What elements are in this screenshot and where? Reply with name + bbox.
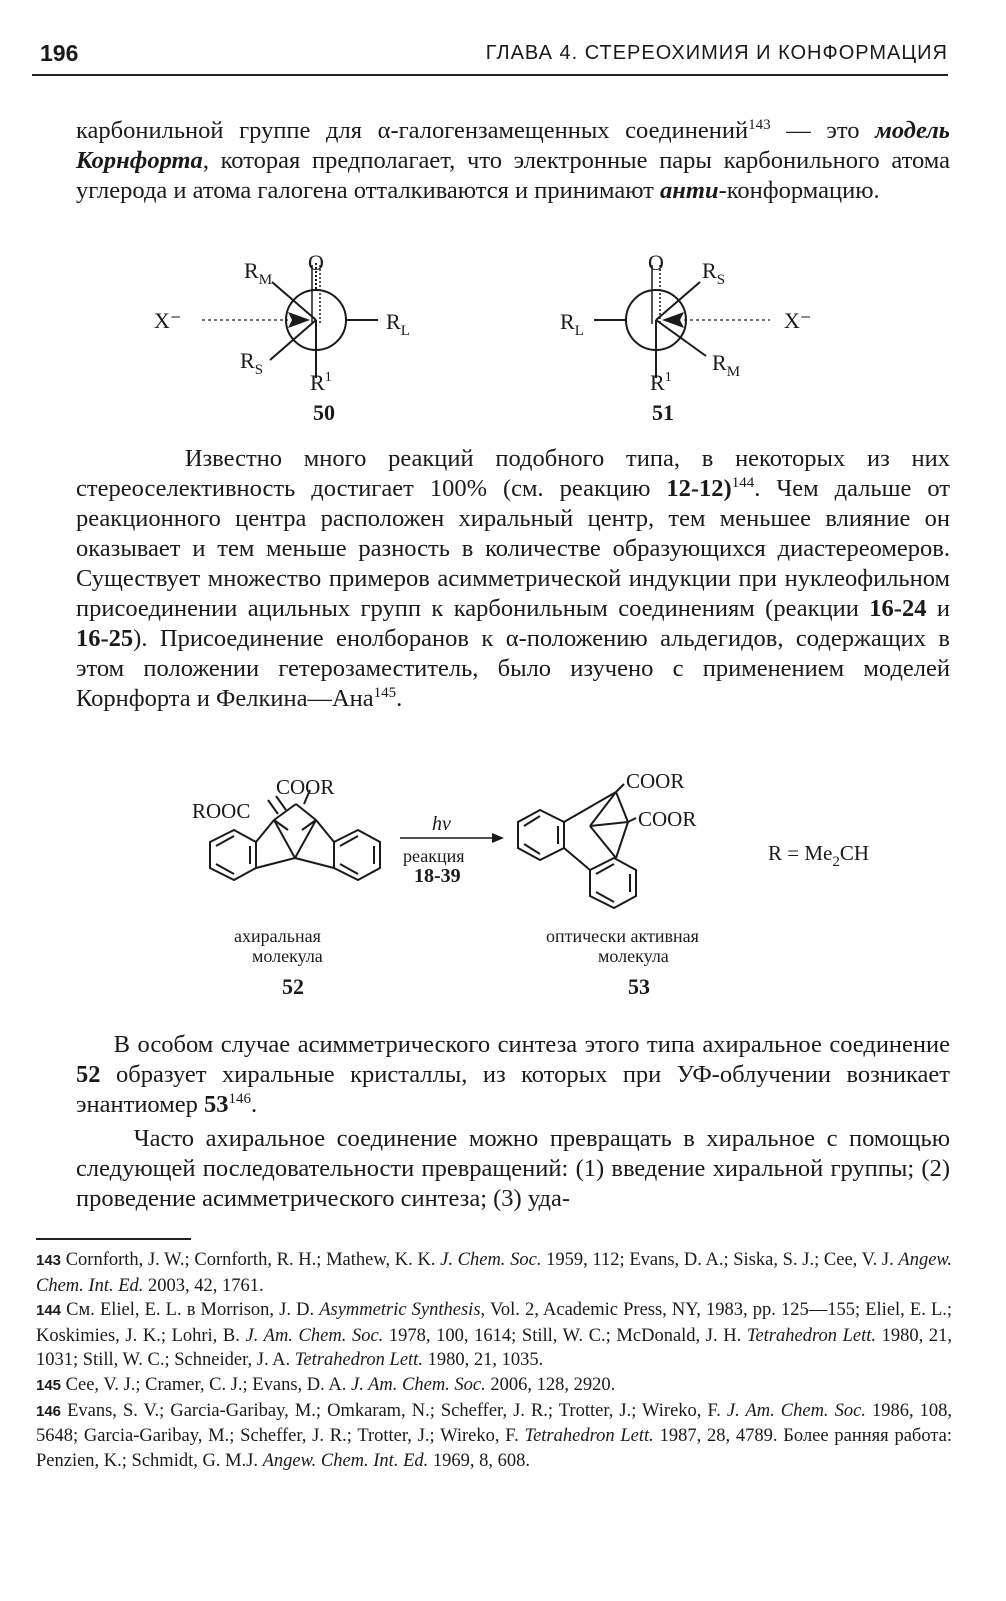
citation-text: Cornforth, J. W.; Cornforth, R. H.; Mathew, K. K. (65, 1250, 441, 1270)
reaction-ref-12-12[interactable]: 12-12) (666, 475, 732, 502)
footnote-number: 144 (36, 1302, 62, 1320)
citation-text: См. Eliel, E. L. в Morrison, J. D. (66, 1300, 320, 1321)
compound-ref-53: 53 (203, 1091, 229, 1118)
rm-label-50: R (244, 258, 259, 283)
photoreaction-scheme (170, 770, 910, 1010)
optically-active-caption-line1: оптически активная (546, 926, 699, 946)
achiral-caption-line1: ахиральная (234, 926, 321, 946)
compound-number-53: 53 (628, 974, 650, 999)
footnote-ref-145[interactable]: 145 (373, 684, 397, 701)
compound-number-51: 51 (652, 400, 674, 425)
rm-label-51: R (712, 350, 727, 375)
citation-text: 1980, 21, 1035. (422, 1350, 544, 1371)
journal-title: Angew. Chem. Int. Ed. (262, 1450, 429, 1471)
svg-text:RS: $R_S$ (240, 348, 264, 378)
footnote-rule (36, 1238, 191, 1240)
x-minus-label-51: X⁻ (784, 308, 812, 333)
journal-title: J. Am. Chem. Soc. (350, 1374, 486, 1395)
footnote-ref-146[interactable]: 146 (228, 1090, 251, 1107)
footnote-number: 146 (36, 1402, 62, 1420)
newman-projections-figure (140, 248, 860, 428)
journal-title: Tetrahedron Lett. (524, 1426, 654, 1447)
r-definition: $R = Me_2CH$ (768, 841, 870, 870)
rl-label-51: R (560, 309, 575, 334)
cooR-top-left: COOR (276, 775, 335, 799)
citation-text: Evans, S. V.; Garcia-Garibay, M.; Omkaram, N.; Scheffer, J. R.; Trotter, J.; Wireko, F. (67, 1400, 727, 1421)
header-rule (32, 74, 948, 76)
cooR-top-right: COOR (626, 770, 685, 793)
footnote-144 (36, 1298, 952, 1373)
paragraph-achiral-to-chiral: Часто ахиральное соединение можно превращать в хиральное с помощью следующей последовательности превращений: (1) введение хиральной группы; (2) проведение асимметрического синтеза; (3) уда- (76, 1125, 950, 1212)
optically-active-caption-line2: молекула (598, 946, 669, 966)
oxygen-label-51: O (648, 250, 664, 275)
rs-label-50: R (240, 348, 255, 373)
footnote-number: 143 (36, 1252, 62, 1269)
journal-title: J. Am. Chem. Soc. (245, 1325, 384, 1346)
reaction-number-18-39: 18-39 (414, 865, 461, 887)
cornforth-model-term: модель Корнфорта (76, 117, 950, 174)
newman-projection-51 (560, 250, 812, 425)
reaction-ref-16-25[interactable]: 16-25 (76, 625, 134, 652)
rooc-left: ROOC (192, 799, 251, 823)
compound-number-50: 50 (313, 400, 335, 425)
reaction-ref-16-24[interactable]: 16-24 (869, 595, 927, 622)
paragraph-chiral-crystals: В особом случае асимметрического синтеза этого типа ахиральное соединение 52 образует хиральные кристаллы, из которых при УФ-облучении возникает энантиомер $53^{146}$. (76, 1031, 951, 1118)
footnote-number: 145 (36, 1376, 62, 1394)
citation-text: 2003, 42, 1761. (143, 1275, 264, 1296)
rs-label-51: R (702, 258, 717, 283)
cooR-mid-right: COOR (638, 807, 697, 831)
footnotes-block (36, 1248, 952, 1473)
citation-text: 1987, 28, 4789. Более ранняя работа: Penzien, K.; Schmidt, G. M.J. (36, 1426, 952, 1471)
citation-text: , Vol. 2, Academic Press, NY, 1983, pp. 125—155; Eliel, E. L.; Koskimies, J. K.; Lohri, B. (36, 1300, 953, 1346)
journal-title: Tetrahedron Lett. (294, 1350, 423, 1371)
reaction-word: реакция (403, 846, 465, 866)
citation-text: 1986, 108, 5648; Garcia-Garibay, M.; Scheffer, J. R.; Trotter, J.; Wireko, F. (36, 1400, 953, 1447)
paragraph-stereoselectivity: Известно много реакций подобного типа, в некоторых из них стереоселективность достигает 100% (см. реакцию 12-12)$^{144}$. Чем дальше от реакционного центра расположен хиральный центр, тем меньшее влияние он оказывает и тем меньше разность в количестве образующихся диастереомеров. Существует множество примеров асимметрической индукции при нуклеофильном присоединении ацильных групп к карбонильным соединениям (реакции 16-24 и 16-25). Присоединение енолборанов к α-положению альдегидов, содержащих в этом положении гетерозаместитель, было изучено с применением моделей Корнфорта и Фелкина—Ана$^{145}$. (76, 445, 951, 712)
citation-text: 1959, 112; Evans, D. A.; Siska, S. J.; Cee, V. J. (541, 1250, 899, 1270)
r1-label-51: R (650, 370, 665, 395)
journal-title: Tetrahedron Lett. (746, 1325, 877, 1346)
journal-title: J. Chem. Soc. (440, 1250, 542, 1270)
page-number: 196 (40, 40, 79, 66)
citation-text: 1969, 8, 608. (428, 1450, 530, 1471)
svg-text:RL: $R_L$ (560, 309, 584, 339)
citation-text: 1980, 21, 1031; Still, W. C.; Schneider, J. A. (36, 1325, 953, 1371)
anti-term: анти (660, 177, 719, 204)
rl-label-50: R (386, 309, 401, 334)
svg-text:R1: $R^1$ (310, 370, 332, 395)
footnote-146 (36, 1399, 952, 1474)
footnote-ref-144[interactable]: 144 (731, 474, 755, 491)
footnote-143 (36, 1248, 952, 1298)
x-minus-label-50: X⁻ (154, 308, 182, 333)
r1-label-50: R (310, 370, 325, 395)
svg-text:RS: $R_S$ (702, 258, 726, 288)
citation-text: 2006, 128, 2920. (485, 1374, 616, 1395)
newman-projection-50 (154, 250, 410, 425)
svg-text:RM: $R_M$ (244, 258, 273, 288)
oxygen-label-50: O (308, 250, 324, 275)
citation-text: Cee, V. J.; Cramer, C. J.; Evans, D. A. (65, 1374, 351, 1395)
svg-text:RM: $R_M$ (712, 350, 741, 380)
svg-text:RL: $R_L$ (386, 309, 410, 339)
achiral-caption-line2: молекула (252, 946, 323, 966)
footnote-145 (36, 1373, 952, 1399)
citation-text: 1978, 100, 1614; Still, W. C.; McDonald, J. H. (383, 1325, 747, 1346)
journal-title: Angew. Chem. Int. Ed. (36, 1250, 953, 1296)
journal-title: J. Am. Chem. Soc. (726, 1400, 866, 1421)
svg-text:R1: $R^1$ (650, 370, 672, 395)
compound-number-52: 52 (282, 974, 304, 999)
footnote-ref-143[interactable]: 143 (748, 116, 771, 133)
running-title: ГЛАВА 4. СТЕРЕОХИМИЯ И КОНФОРМАЦИЯ (485, 42, 948, 64)
molecule-53-structure (518, 784, 636, 908)
compound-ref-52: 52 (76, 1061, 101, 1088)
journal-title: Asymmetric Synthesis (319, 1300, 481, 1321)
paragraph-cornforth-model: карбонильной группе для α-галогензамещенных соединений$^{143}$ — это модель Корнфорта, которая предполагает, что электронные пары карбонильного атома углерода и атома галогена отталкиваются и принимают анти-конформацию. (76, 116, 950, 204)
hv-label: hν (432, 813, 451, 835)
